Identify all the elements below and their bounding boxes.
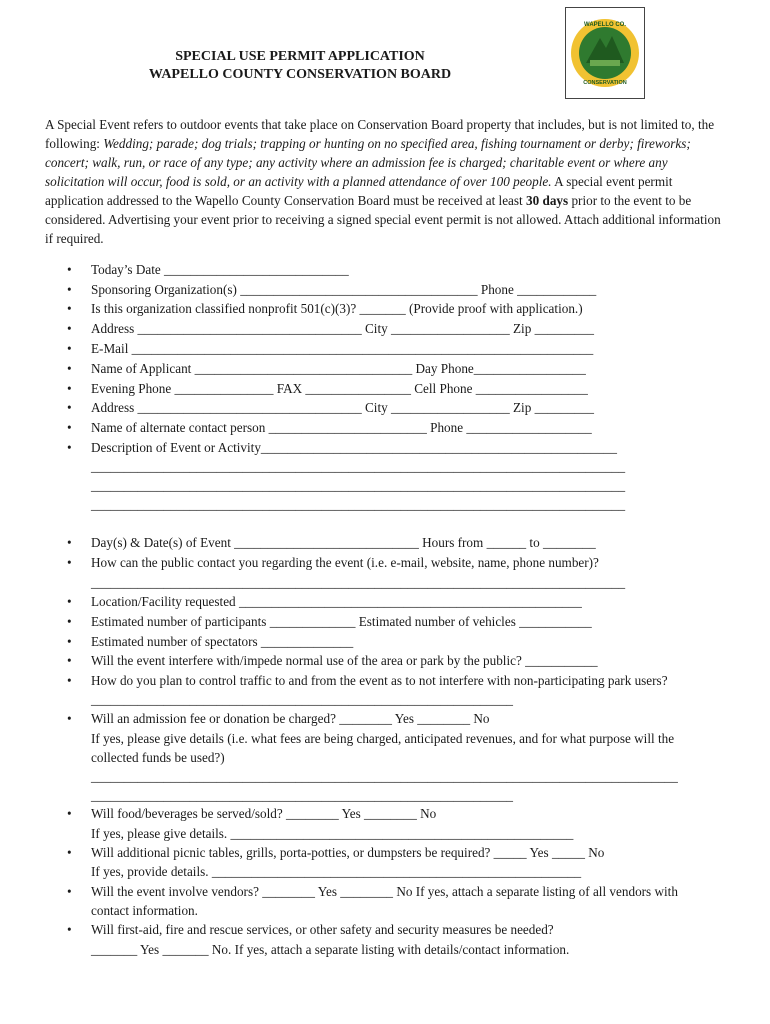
field-first-aid: • Will first-aid, fire and rescue services, or other safety and security measures be needed? bbox=[67, 922, 554, 937]
public-contact-line[interactable]: _________________________________________________________________________________ bbox=[91, 575, 626, 590]
intro-text-3: prior to the event to be considered. Advertising your event prior to receiving a signed special event permit is not allowed. Attach additional information if required. bbox=[45, 193, 721, 246]
field-spectators[interactable]: • Estimated number of spectators ______________ bbox=[67, 634, 354, 649]
traffic-line[interactable]: ________________________________________________________________ bbox=[91, 692, 513, 707]
form-title-line1: SPECIAL USE PERMIT APPLICATION bbox=[175, 49, 425, 64]
bullet: • bbox=[67, 634, 72, 649]
bullet: • bbox=[67, 341, 72, 356]
bullet: • bbox=[67, 845, 72, 860]
intro-examples: Wedding; parade; dog trials; trapping or hunting on no specified area, fishing tournament or derby; fireworks; concert; walk, run, or race of any type; any activity where an admission fee is charged; charitable event or where any solicitation will occur, food is sold, or an activity with a planned attendance of over 100 people. bbox=[45, 136, 691, 189]
bullet: • bbox=[67, 301, 72, 316]
intro-text-2: A special event permit application addressed to the Wapello County Conservation Board must be received at least bbox=[45, 174, 673, 208]
bullet: • bbox=[67, 420, 72, 435]
field-sponsoring-organization[interactable]: • Sponsoring Organization(s) ____________________________________ Phone ____________ bbox=[67, 282, 597, 297]
bullet: • bbox=[67, 806, 72, 821]
field-evening-phone[interactable]: • Evening Phone _______________ FAX ________________ Cell Phone _________________ bbox=[67, 381, 588, 396]
field-public-contact: • How can the public contact you regarding the event (i.e. e-mail, website, name, phone number)? bbox=[67, 555, 599, 570]
admission-line-2[interactable]: ________________________________________________________________ bbox=[91, 788, 513, 803]
bullet: • bbox=[67, 282, 72, 297]
field-address-2[interactable]: • Address __________________________________ City __________________ Zip _________ bbox=[67, 400, 594, 415]
field-address-1[interactable]: • Address __________________________________ City __________________ Zip _________ bbox=[67, 321, 594, 336]
bullet: • bbox=[67, 440, 72, 455]
field-applicant-name[interactable]: • Name of Applicant _________________________________ Day Phone_________________ bbox=[67, 361, 586, 376]
field-event-dates[interactable]: • Day(s) & Date(s) of Event ____________________________ Hours from ______ to ________ bbox=[67, 535, 596, 550]
intro-text-1: A Special Event refers to outdoor events that take place on Conservation Board property that includes, but is not limited to, the following: bbox=[45, 117, 715, 151]
conservation-logo-icon bbox=[566, 8, 644, 98]
field-description[interactable]: • Description of Event or Activity______________________________________________________ bbox=[67, 440, 617, 455]
field-picnic[interactable]: • Will additional picnic tables, grills, porta-potties, or dumpsters be required? _____ Yes _____ No bbox=[67, 845, 605, 860]
intro-paragraph bbox=[45, 115, 725, 248]
description-line-1[interactable]: _________________________________________________________________________________ bbox=[91, 459, 626, 474]
field-traffic: • How do you plan to control traffic to and from the event as to not interfere with non-participating park users? bbox=[67, 673, 668, 688]
field-admission-fee[interactable]: • Will an admission fee or donation be charged? ________ Yes ________ No bbox=[67, 711, 490, 726]
bullet: • bbox=[67, 535, 72, 550]
picnic-details[interactable]: If yes, provide details. ________________________________________________________ bbox=[91, 864, 582, 879]
field-food[interactable]: • Will food/beverages be served/sold? ________ Yes ________ No bbox=[67, 806, 437, 821]
field-interfere[interactable]: • Will the event interfere with/impede normal use of the area or park by the public? ___________ bbox=[67, 653, 598, 668]
logo-text-top: WAPELLO CO. bbox=[584, 22, 626, 28]
field-participants[interactable]: • Estimated number of participants _____________ Estimated number of vehicles ___________ bbox=[67, 614, 592, 629]
field-email[interactable]: • E-Mail ______________________________________________________________________ bbox=[67, 341, 594, 356]
bullet: • bbox=[67, 673, 72, 688]
field-location[interactable]: • Location/Facility requested ____________________________________________________ bbox=[67, 594, 582, 609]
field-vendors[interactable]: • Will the event involve vendors? ________ Yes ________ No If yes, attach a separate listing of all vendors with bbox=[67, 884, 678, 899]
bullet: • bbox=[67, 381, 72, 396]
bullet: • bbox=[67, 922, 72, 937]
bullet: • bbox=[67, 884, 72, 899]
admission-details-2: collected funds be used?) bbox=[91, 750, 225, 765]
food-details[interactable]: If yes, please give details. ____________________________________________________ bbox=[91, 826, 574, 841]
admission-line-1[interactable]: _________________________________________________________________________________________ bbox=[91, 769, 678, 784]
description-line-2[interactable]: _________________________________________________________________________________ bbox=[91, 478, 626, 493]
field-todays-date[interactable]: • Today’s Date ____________________________ bbox=[67, 262, 349, 277]
intro-bold-days: 30 days bbox=[526, 193, 569, 208]
bullet: • bbox=[67, 361, 72, 376]
bullet: • bbox=[67, 400, 72, 415]
bullet: • bbox=[67, 653, 72, 668]
field-nonprofit[interactable]: • Is this organization classified nonprofit 501(c)(3)? _______ (Provide proof with application.) bbox=[67, 301, 583, 316]
bullet: • bbox=[67, 262, 72, 277]
bullet: • bbox=[67, 614, 72, 629]
bullet: • bbox=[67, 321, 72, 336]
logo-text-bottom: CONSERVATION bbox=[583, 80, 627, 86]
form-title-line2: WAPELLO COUNTY CONSERVATION BOARD bbox=[148, 67, 452, 82]
first-aid-cont[interactable]: _______ Yes _______ No. If yes, attach a separate listing with details/contact information. bbox=[91, 942, 570, 957]
vendors-cont: contact information. bbox=[91, 903, 198, 918]
field-alternate-contact[interactable]: • Name of alternate contact person ________________________ Phone ___________________ bbox=[67, 420, 592, 435]
admission-details-1: If yes, please give details (i.e. what fees are being charged, anticipated revenues, and for what purpose will the bbox=[91, 731, 675, 746]
bullet: • bbox=[67, 594, 72, 609]
description-line-3[interactable]: _________________________________________________________________________________ bbox=[91, 497, 626, 512]
bullet: • bbox=[67, 711, 72, 726]
logo-frame bbox=[565, 7, 645, 99]
bullet: • bbox=[67, 555, 72, 570]
